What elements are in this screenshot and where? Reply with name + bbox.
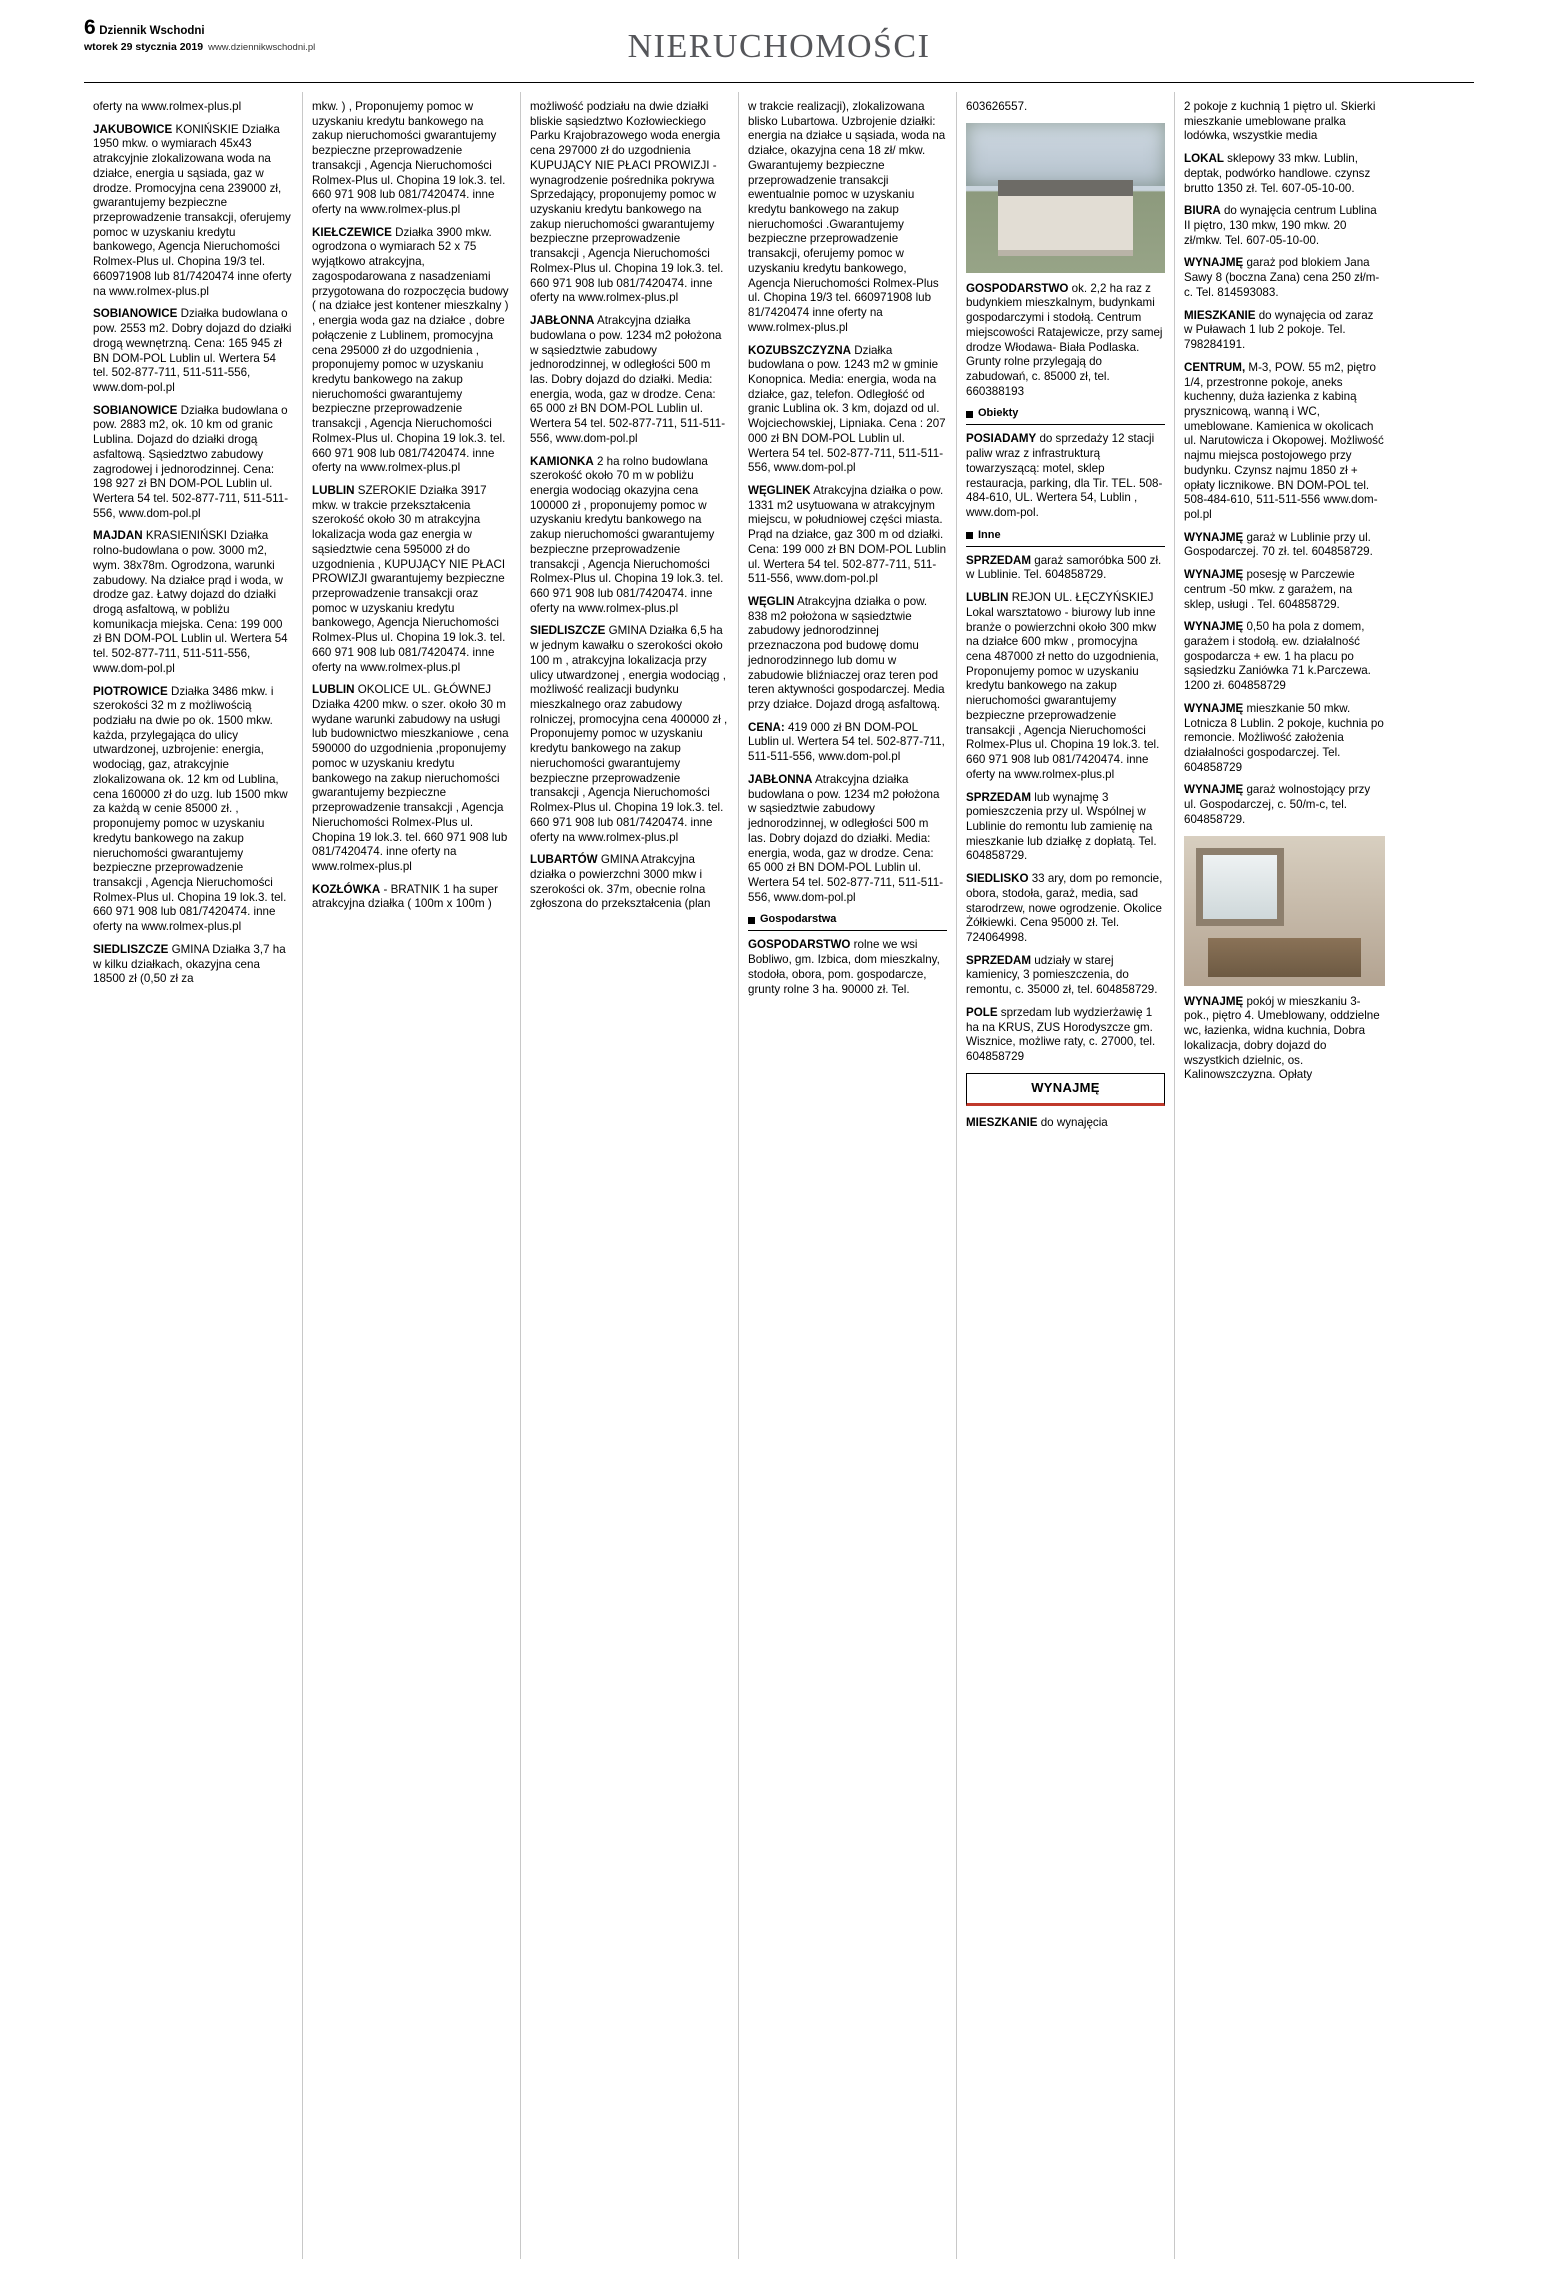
classified-ad-subtitle: - BRATNIK 1 [380, 882, 450, 896]
classified-ad-title: WĘGLIN [748, 595, 795, 608]
classified-ad-title: POLE [966, 1005, 998, 1019]
classified-ad-subtitle: do sprzedaży [1036, 432, 1109, 446]
classified-ad-title: SOBIANOWICE [93, 403, 178, 417]
website-url: www.dziennikwschodni.pl [208, 42, 316, 54]
page-number: 6 [84, 16, 96, 39]
header-rule [84, 82, 1474, 83]
classified-ad-body: 2 pokoje z kuchnią 1 piętro ul. Skierki mieszkanie umeblowane pralka lodówka, wszystkie media [1184, 100, 1376, 143]
classified-ad [1184, 702, 1385, 776]
section-heading-label: Inne [978, 528, 1001, 541]
classified-ad-subtitle: lub wynajmę [1031, 790, 1099, 804]
classified-ad-subtitle: Atrakcyjna [594, 314, 652, 328]
classified-ad-body: działka o pow. 1331 m2 usytuowana w atrakcyjnym miejscu, w południowej części miasta. Prąd na działce, gaz 300 m od działki. Cena: 199 000 zł BN DOM-POL Lublin ul. Wertera 54 tel. 502-877-711, 511-511-556, www.dom-pol.pl [748, 483, 947, 586]
classified-ad-body: we wsi Bobliwo, gm. Izbica, dom mieszkalny, stodoła, obora, pom. gospodarcze, grunty rolne 3 ha. 90000 zł. Tel. [748, 938, 940, 996]
classified-ad [966, 872, 1165, 946]
classified-ad [966, 1006, 1165, 1065]
classified-ad [1184, 620, 1385, 694]
classified-ad-continuation [748, 100, 947, 336]
classifieds-column [738, 92, 956, 2259]
classified-ad-title: KIEŁCZEWICE [312, 225, 392, 239]
classified-ad-title: KAMIONKA [530, 454, 594, 468]
classified-ad-body: ha raz z budynkiem mieszkalnym, budynkami gospodarczymi i stodołą. Centrum miejscowości Ratajewicze, przy samej drodze Włodawa- Biała Podlaska. Grunty rolne przylegają do zabudowań, c. 85000 zł, tel. 660388193 [966, 281, 1163, 398]
classified-ad [530, 624, 729, 845]
classified-ad-subtitle: garaż [1031, 553, 1064, 567]
classified-ad-title: BIURA [1184, 204, 1221, 218]
classified-ad-subtitle: 2 ha rolno [593, 454, 649, 468]
classified-ad-subtitle: posesję w [1243, 568, 1299, 582]
classified-ad [93, 529, 293, 676]
classified-ad [530, 455, 729, 617]
classified-ad [312, 683, 511, 874]
classified-ad-title: WYNAJMĘ [1184, 530, 1244, 544]
classified-ad-body: od zaraz w Puławach 1 lub 2 pokoje. Tel. 798284191. [1184, 308, 1374, 352]
classified-ad-body: w trakcie realizacji), zlokalizowana blisko Lubartowa. Uzbrojenie działki: energia na działce u sąsiada, woda na działce, okazyjna cena 18 zł/ mkw. Gwarantujemy bezpieczne przeprowadzenie transakcji ewentualnie pomoc w uzyskaniu kredytu bankowego na zakup nieruchomości .Gwarantujemy bezpieczne przeprowadzenie transakcji, oferujemy pomoc w uzyskaniu kredytu bankowego, Agencja Nieruchomości Rolmex-Plus ul. Chopina 19/3 tel. 660971908 lub 81/7420474 inne oferty na www.rolmex-plus.pl [748, 100, 946, 334]
classified-ad-subtitle: rolne [850, 938, 880, 952]
classified-ad [93, 404, 293, 522]
classified-ad-subtitle: mieszkanie 50 [1243, 701, 1321, 715]
classified-ad [1184, 783, 1385, 827]
classified-ad-subtitle: do wynajęcia [1255, 308, 1326, 322]
classified-ad-body: Parczewie centrum -50 mkw. z garażem, na sklep, usługi . Tel. 604858729. [1184, 568, 1355, 611]
classified-ad-subtitle: KRASIENIŃSKI [142, 529, 228, 543]
classified-ad-subtitle: 419 000 zł BN [784, 720, 861, 734]
classified-ad-continuation [93, 100, 293, 115]
classified-ad-subtitle: OKOLICE UL. GŁÓWNEJ Działka 4200 [312, 683, 492, 712]
classified-ad-title: SIEDLISZCZE [530, 624, 606, 638]
classified-ad-subtitle: sklepowy 33 mkw. [1223, 152, 1321, 166]
classified-ad-subtitle: GMINA [605, 624, 646, 638]
classified-ad-subtitle: do wynajęcia [1220, 204, 1291, 218]
classified-ad-subtitle: 33 ary, dom [1028, 872, 1093, 886]
bullet-square-icon [966, 411, 973, 418]
classified-ad-subtitle: GMINA [597, 853, 639, 867]
classified-ad [1184, 256, 1385, 300]
classified-ad-subtitle: Działka [177, 307, 219, 321]
classified-ad-body: Lublinie przy ul. Gospodarczej. 70 zł. tel. 604858729. [1184, 530, 1373, 559]
classifieds-column [84, 92, 302, 2259]
classified-ad-subtitle: do wynajęcia [1037, 1116, 1108, 1130]
classified-ad-title: WĘGLINEK [748, 483, 811, 497]
classified-ad-body: Działka 6,5 ha w jednym kawałku o szerokości około 100 m , atrakcyjna lokalizacja przy ulicy utwardzonej , energia wodociąg , możliwość realizacji budynku mieszkalnego oraz zabudowy rolniczej, promocyjna cena 400000 zł , Proponujemy pomoc w uzyskaniu kredytu bankowego na zakup nieruchomości gwarantujemy bezpieczne przeprowadzenie transakcji , Agencja Nieruchomości Rolmex-Plus ul. Chopina 19 lok.3. tel. 660 971 908 lub 081/7420474. inne oferty na www.rolmex-plus.pl [530, 624, 728, 844]
classified-ad-body: DOM-POL Lublin ul. Wertera 54 tel. 502-877-711, 511-511-556, www.dom-pol.pl [748, 720, 945, 764]
masthead-left [84, 16, 315, 54]
classified-ad-body: starej kamienicy, 3 pomieszczenia, do remontu, c. 35000 zł, tel. 604858729. [966, 953, 1158, 997]
dom-gospodarstwo-zdjecie [966, 123, 1165, 273]
classified-ad-body: mkw. ) , Proponujemy pomoc w uzyskaniu kredytu bankowego na zakup nieruchomości gwarantujemy bezpieczne przeprowadzenie transakcji , Agencja Nieruchomości Rolmex-Plus ul. Chopina 19 lok.3. tel. 660 971 908 lub 081/7420474. inne oferty na www.rolmex-plus.pl [312, 100, 506, 217]
classified-ad [966, 591, 1165, 782]
newspaper-name: Dziennik Wschodni [99, 25, 205, 37]
classified-ad-title: GOSPODARSTWO [748, 938, 851, 952]
classifieds-columns [84, 92, 1474, 2259]
classified-ad-title: SPRZEDAM [966, 553, 1032, 567]
classified-ad-title: WYNAJMĘ [1184, 256, 1244, 270]
classified-ad [1184, 152, 1385, 196]
classified-ad-continuation [312, 100, 511, 218]
classified-ad [748, 721, 947, 765]
classified-ad [312, 226, 511, 476]
classifieds-column [302, 92, 520, 2259]
classified-ad-body: budowlana o pow. 2553 m2. Dobry dojazd do działki drogą wewnętrzną. Cena: 165 945 zł BN DOM-POL Lublin ul. Wertera 54 tel. 502-877-711, 511-511-556, www.dom-pol.pl [93, 307, 292, 394]
classifieds-column [956, 92, 1174, 2259]
section-heading-label: Obiekty [978, 407, 1019, 420]
classified-ad [748, 344, 947, 476]
classified-ad-title: CENTRUM, [1184, 360, 1246, 374]
classified-ad-title: JABŁONNA [530, 314, 595, 328]
classified-ad-title: LUBLIN [312, 683, 355, 697]
classified-ad-subtitle: Działka [391, 225, 434, 239]
classified-ad-continuation [966, 100, 1165, 115]
classified-ad [1184, 361, 1385, 523]
classified-ad-title: SIEDLISZCZE [93, 942, 169, 956]
classified-ad-body: 12 stacji paliw wraz z infrastrukturą towarzyszącą: motel, sklep restauracja, parking, dla Tir. TEL. 508-484-610, UL. Wertera 54, Lublin , www.dom-pol. [966, 432, 1163, 520]
classified-ad [1184, 995, 1385, 1083]
classified-ad [748, 938, 947, 997]
classified-ad-subtitle: garaż [1243, 783, 1276, 797]
classified-ad [93, 307, 293, 395]
classified-ad-body: możliwość podziału na dwie działki bliskie sąsiedztwo Kozłowieckiego Parku Krajobrazowego woda energia cena 297000 zł do uzgodnienia KUPUJĄCY NIE PŁACI PROWIZJI -wynagrodzenie pośrednika pokrywa Sprzedający, proponujemy pomoc w uzyskaniu kredytu bankowego na zakup nieruchomości gwarantujemy bezpieczne przeprowadzenie transakcji , Agencja Nieruchomości Rolmex-Plus ul. Chopina 19 lok.3. tel. 660 971 908 lub 081/7420474. inne oferty na www.rolmex-plus.pl [530, 100, 724, 305]
classified-ad-title: WYNAJMĘ [1184, 620, 1244, 634]
classified-ad-subtitle: garaż pod [1243, 256, 1299, 270]
section-heading-label: Gospodarstwa [760, 913, 837, 926]
classified-ad-title: KOZŁÓWKA [312, 882, 381, 896]
classified-ad-title: KOZUBSZCZYZNA [748, 343, 852, 357]
classified-ad-body: ha super atrakcyjna działka ( 100m x 100m ) [312, 882, 498, 911]
classified-ad-body: budowlana szerokość około 70 m w pobliżu energia wodociąg okazyjna cena 100000 zł , proponujemy pomoc w uzyskaniu kredytu bankowego na zakup nieruchomości gwarantujemy bezpieczne przeprowadzenie transakcji , Agencja Nieruchomości Rolmex-Plus ul. Chopina 19 lok.3. tel. 660 971 908 lub 081/7420474. inne oferty na www.rolmex-plus.pl [530, 454, 724, 615]
section-heading [966, 529, 1165, 547]
classified-ad [748, 773, 947, 905]
classified-ad [312, 484, 511, 675]
classified-ad-continuation [1184, 100, 1385, 144]
classified-ad-title: MIESZKANIE [966, 1116, 1038, 1130]
classifieds-column [520, 92, 738, 2259]
classified-ad-subtitle: sprzedam lub [997, 1005, 1071, 1019]
classified-ad [1184, 309, 1385, 353]
classified-ad-subtitle: Atrakcyjna [812, 772, 870, 786]
classified-ad [966, 791, 1165, 865]
classified-ad-title: MAJDAN [93, 529, 143, 543]
classified-ad-subtitle: SZEROKIE Działka [354, 483, 458, 497]
classified-ad-body: 3900 mkw. ogrodzona o wymiarach 52 x 75 wyjątkowo atrakcyjna, zagospodarowana z nasadzeniami przygotowana do rozpoczęcia budowy ( na działce jest kontener mieszkalny ) , energia woda gaz na działce , dobre połączenie z Lublinem, promocyjna cena 295000 zł do uzgodnienia , proponujemy pomoc w uzyskaniu kredytu bankowego na zakup nieruchomości gwarantujemy bezpieczne przeprowadzenie transakcji , Agencja Nieruchomości Rolmex-Plus ul. Chopina 19 lok.3. tel. 660 971 908 lub 081/7420474. inne oferty na www.rolmex-plus.pl [312, 225, 509, 475]
classified-ad [93, 943, 293, 987]
classified-ad-body: 603626557. [966, 100, 1028, 113]
classifieds-column [1174, 92, 1394, 2259]
classified-ad-body: 3486 mkw. i szerokości 32 m z możliwością podziału na dwie po ok. 1500 mkw. każda, przylegająca do ulicy utwardzonej, uzbrojenie: energia, wodociąg, gaz, atrakcyjnie zlokalizowana ok. 12 km od Lublina, cena 160000 zł do uzg. lub 1500 mkw za każdą w cenie 85000 zł. , proponujemy pomoc w uzyskaniu kredytu bankowego na zakup nieruchomości gwarantujemy bezpieczne przeprowadzenie transakcji , Agencja Nieruchomości Rolmex-Plus ul. Chopina 19 lok.3. tel. 660 971 908 lub 081/7420474. inne oferty na www.rolmex-plus.pl [93, 684, 288, 934]
classified-ad-body: Atrakcyjna działka o powierzchni 3000 mkw i szerokości ok. 37m, obecnie rolna zgłoszona do przekształcenia (plan [530, 853, 711, 911]
classified-ad-title: SPRZEDAM [966, 953, 1032, 967]
classified-ad-body: Działka 1950 mkw. o wymiarach 45x43 atrakcyjnie zlokalizowana woda na działce, energia u sąsiada, gaz w drodze. Promocyjna cena 239000 zł, gwarantujemy bezpieczne przeprowadzenie transakcji, oferujemy pomoc w uzyskaniu kredytu bankowego, Agencja Nieruchomości Rolmex-Plus ul. Chopina 19/3 tel. 660971908 lub 81/7420474 inne oferty na www.rolmex-plus.pl [93, 122, 292, 298]
classified-ad-subtitle: M-3, POW. 55 [1245, 360, 1322, 374]
classified-ad-continuation [530, 100, 729, 306]
classified-ad [312, 883, 511, 912]
boxed-advert [966, 1073, 1165, 1107]
classified-ad-subtitle: pokój w [1243, 994, 1286, 1008]
classified-ad-body: blokiem Jana Sawy 8 (boczna Zana) cena 250 zł/m-c. Tel. 814593083. [1184, 256, 1380, 299]
classified-ad-subtitle: ok. 2,2 [1068, 281, 1107, 295]
classified-ad-subtitle: KONIŃSKIE [172, 122, 239, 136]
classified-ad-body: po remoncie, obora, stodoła, garaż, media, sad starodrzew, nowe ogrodzenie. Okolice Żółkiewki. Cena 95000 zł. Tel. 724064998. [966, 872, 1163, 944]
classified-ad-subtitle: udziały w [1031, 953, 1082, 967]
classified-ad-title: WYNAJMĘ [1184, 783, 1244, 797]
classified-ad-body: centrum Lublina II piętro, 130 mkw, 190 mkw. 20 zł/mkw. Tel. 607-05-10-00. [1184, 204, 1377, 247]
classified-ad-body: warsztatowo - biurowy lub inne branże o powierzchni około 300 mkw na działce 600 mkw , promocyjna cena 487000 zł netto do uzgodnienia, Proponujemy pomoc w uzyskaniu kredytu bankowego na zakup nieruchomości gwarantujemy bezpieczne przeprowadzenie transakcji , Agencja Nieruchomości Rolmex-Plus ul. Chopina 19 lok.3. tel. 660 971 908 lub 081/7420474. inne oferty na www.rolmex-plus.pl [966, 605, 1160, 781]
classified-ad-title: LUBARTÓW [530, 853, 598, 867]
classified-ad-subtitle: Działka [177, 403, 219, 417]
classified-ad [93, 123, 293, 300]
classified-ad [966, 1116, 1165, 1131]
bullet-square-icon [748, 917, 755, 924]
classified-ad-title: PIOTROWICE [93, 684, 168, 698]
classified-ad-subtitle: GMINA [168, 942, 209, 956]
classified-ad-body: Działka rolno-budowlana o pow. 3000 m2, wym. 38x78m. Ogrodzona, warunki zabudowy. Na działce prąd i woda, w drodze gaz. Łatwy dojazd do działki drogą asfaltową, w pobliżu komunikacja miejska. Cena: 199 000 zł BN DOM-POL Lublin ul. Wertera 54 tel. 502-877-711, 511-511-556, www.dom-pol.pl [93, 529, 288, 675]
classified-ad-body: mkw. Lotnicza 8 Lublin. 2 pokoje, kuchnia po remoncie. Możliwość założenia działalności gospodarczej. Tel. 604858729 [1184, 701, 1384, 774]
classified-ad-body: Działka 3,7 ha w kilku działkach, okazyjna cena 18500 zł (0,50 zł za [93, 942, 286, 986]
classified-ad-subtitle: REJON UL. ŁĘCZYŃSKIEJ Lokal [966, 591, 1154, 619]
classified-ad-body: budowlana o pow. 2883 m2, ok. 10 km od granic Lublina. Dojazd do działki drogą asfaltową. Sąsiedztwo zabudowy zagrodowej i jednorodzinnej. Cena: 198 927 zł BN DOM-POL Lublin ul. Wertera 54 tel. 502-877-711, 511-511-556, www.dom-pol.pl [93, 403, 289, 520]
classified-ad-title: JAKUBOWICE [93, 122, 173, 136]
classified-ad-body: wydzierżawię 1 ha na KRUS, ZUS Horodyszcze gm. Wisznice, możliwe raty, c. 27000, tel. 604858729 [966, 1005, 1156, 1063]
issue-date: wtorek 29 stycznia 2019 [84, 41, 204, 54]
classified-ad-title: POSIADAMY [966, 432, 1037, 446]
classified-ad-body: wolnostojący przy ul. Gospodarczej, c. 50/m-c, tel. 604858729. [1184, 783, 1371, 826]
classified-ad [748, 595, 947, 713]
classified-ad-body: samoróbka 500 zł. w Lublinie. Tel. 604858729. [966, 553, 1162, 582]
classified-ad-body: mkw. o szer. około 30 m wydane warunki zabudowy na usługi lub budownictwo mieszkaniowe , cena 590000 do uzgodnienia ,proponujemy pomoc w uzyskaniu kredytu bankowego na zakup nieruchomości gwarantujemy bezpieczne przeprowadzenie transakcji , Agencja Nieruchomości Rolmex-Plus ul. Chopina 19 lok.3. tel. 660 971 908 lub 081/7420474. inne oferty na www.rolmex-plus.pl [312, 698, 509, 873]
masthead [0, 0, 1558, 78]
section-heading [966, 407, 1165, 425]
classified-ad-title: GOSPODARSTWO [966, 281, 1069, 295]
classified-ad-subtitle: Atrakcyjna [794, 595, 852, 608]
classified-ad-body: 3917 mkw. w trakcie przekształcenia szerokość około 30 m atrakcyjna lokalizacja woda gaz energia w sąsiedztwie cena 595000 zł do uzgodnienia , KUPUJĄCY NIE PŁACI PROWIZJI gwarantujemy bezpieczne przeprowadzenie transakcji oraz pomoc w uzyskaniu kredytu bankowego, Agencja Nieruchomości Rolmex-Plus ul. Chopina 19 lok.3. tel. 660 971 908 lub 081/7420474. inne oferty na www.rolmex-plus.pl [312, 483, 506, 674]
classified-ad [1184, 531, 1385, 560]
classified-ad-title: SOBIANOWICE [93, 307, 178, 321]
section-title: NIERUCHOMOŚCI [627, 28, 931, 65]
classified-ad [1184, 568, 1385, 612]
classified-ad [966, 282, 1165, 400]
classified-ad-title: WYNAJMĘ [1184, 568, 1244, 582]
classified-ad-body: działka budowlana o pow. 1234 m2 położona w sąsiedztwie zabudowy jednorodzinnej, w odległości 500 m las. Dobry dojazd do działki. Media: energia, woda, gaz w drodze. Cena: 65 000 zł BN DOM-POL Lublin ul. Wertera 54 tel. 502-877-711, 511-511-556, www.dom-pol.pl [530, 314, 726, 445]
classified-ad-title: JABŁONNA [748, 772, 813, 786]
classified-ad [530, 853, 729, 912]
classified-ad-body: Lublin, deptak, podwórko handlowe. czynsz brutto 1350 zł. Tel. 607-05-10-00. [1184, 152, 1371, 195]
classified-ad-title: WYNAJMĘ [1184, 701, 1244, 715]
classified-ad-body: działka o pow. 838 m2 położona w sąsiedztwie zabudowy jednorodzinnej przeznaczona pod budowę domu jednorodzinnego lub domu w zabudowie bliźniaczej oraz teren pod teren aktywności gospodarczej. Media przy działce. Dojazd drogą asfaltową. [748, 595, 945, 712]
section-heading [748, 913, 947, 931]
classified-ad-body: działka budowlana o pow. 1234 m2 położona w sąsiedztwie zabudowy jednorodzinnej, w odległości 500 m las. Dobry dojazd do działki. Media: energia, woda, gaz w drodze. Cena: 65 000 zł BN DOM-POL Lublin ul. Wertera 54 tel. 502-877-711, 511-511-556, www.dom-pol.pl [748, 772, 944, 904]
classified-ad [93, 685, 293, 935]
classified-ad-body: budowlana o pow. 1243 m2 w gminie Konopnica. Media: energia, woda na działce, gaz, telefon. Odległość od granic Lublina ok. 3 km, dojazd od ul. Wojciechowskiej, Lipniaka. Cena : 207 000 zł BN DOM-POL Lublin ul. Wertera 54 tel. 502-877-711, 511-511-556, www.dom-pol.pl [748, 358, 946, 475]
classified-ad-body: oferty na www.rolmex-plus.pl [93, 100, 242, 113]
classified-ad-title: SPRZEDAM [966, 790, 1032, 804]
classified-ad [966, 554, 1165, 583]
classified-ad-title: LOKAL [1184, 152, 1224, 166]
classified-ad-body: 3 pomieszczenia przy ul. Wspólnej w Lublinie do remontu lub zamienię na mieszkanie lub działkę z dopłatą. Tel. 604858729. [966, 790, 1157, 863]
classified-ad-title: LUBLIN [966, 591, 1009, 605]
classified-ad-title: MIESZKANIE [1184, 308, 1256, 322]
classified-ad-title: LUBLIN [312, 483, 355, 497]
classified-ad-subtitle: Działka [851, 343, 893, 357]
classified-ad [748, 484, 947, 587]
classified-ad [966, 954, 1165, 998]
classified-ad-subtitle: Działka [167, 684, 209, 698]
classified-ad-body: m2, piętro 1/4, przestronne pokoje, aneks kuchenny, duża łazienka z kabiną prysznicową, wanną i WC, umeblowane. Kamienica w okolicach ul. Narutowicza i Okopowej. Możliwość najmu miejsca postojowego przy budynku. Czynsz najmu 1850 zł + opłaty licznikowe. BN DOM-POL tel. 508-484-610, 511-511-556 www.dom-pol.pl [1184, 360, 1384, 521]
classified-ad-subtitle: garaż w [1243, 530, 1288, 544]
classified-ad-title: CENA: [748, 720, 785, 734]
classified-ad-subtitle: 0,50 ha pola z [1243, 620, 1320, 634]
classified-ad [1184, 204, 1385, 248]
classified-ad-title: WYNAJMĘ [1184, 994, 1244, 1008]
classified-ad [966, 432, 1165, 520]
classified-ad-title: SIEDLISKO [966, 872, 1029, 886]
classified-ad-body: domem, garażem i stodołą. ew. działalność gospodarcza + ew. 1 ha placu po sąsiedzku Zaniówka 71 k.Parczewa. 1200 zł. 604858729 [1184, 620, 1371, 693]
classified-ad-subtitle: Atrakcyjna [810, 483, 868, 497]
boxed-advert-label: WYNAJMĘ [1031, 1079, 1100, 1095]
classified-ad [530, 314, 729, 446]
classified-ad-body: mieszkaniu 3-pok., piętro 4. Umeblowany, oddzielne wc, łazienka, widna kuchnia, Dobra lokalizacja, dobry dojazd do wszystkich dzielnic, os. Kalinowszczyzna. Opłaty [1184, 994, 1380, 1082]
bullet-square-icon [966, 532, 973, 539]
pokoj-wnetrze-zdjecie [1184, 836, 1385, 986]
